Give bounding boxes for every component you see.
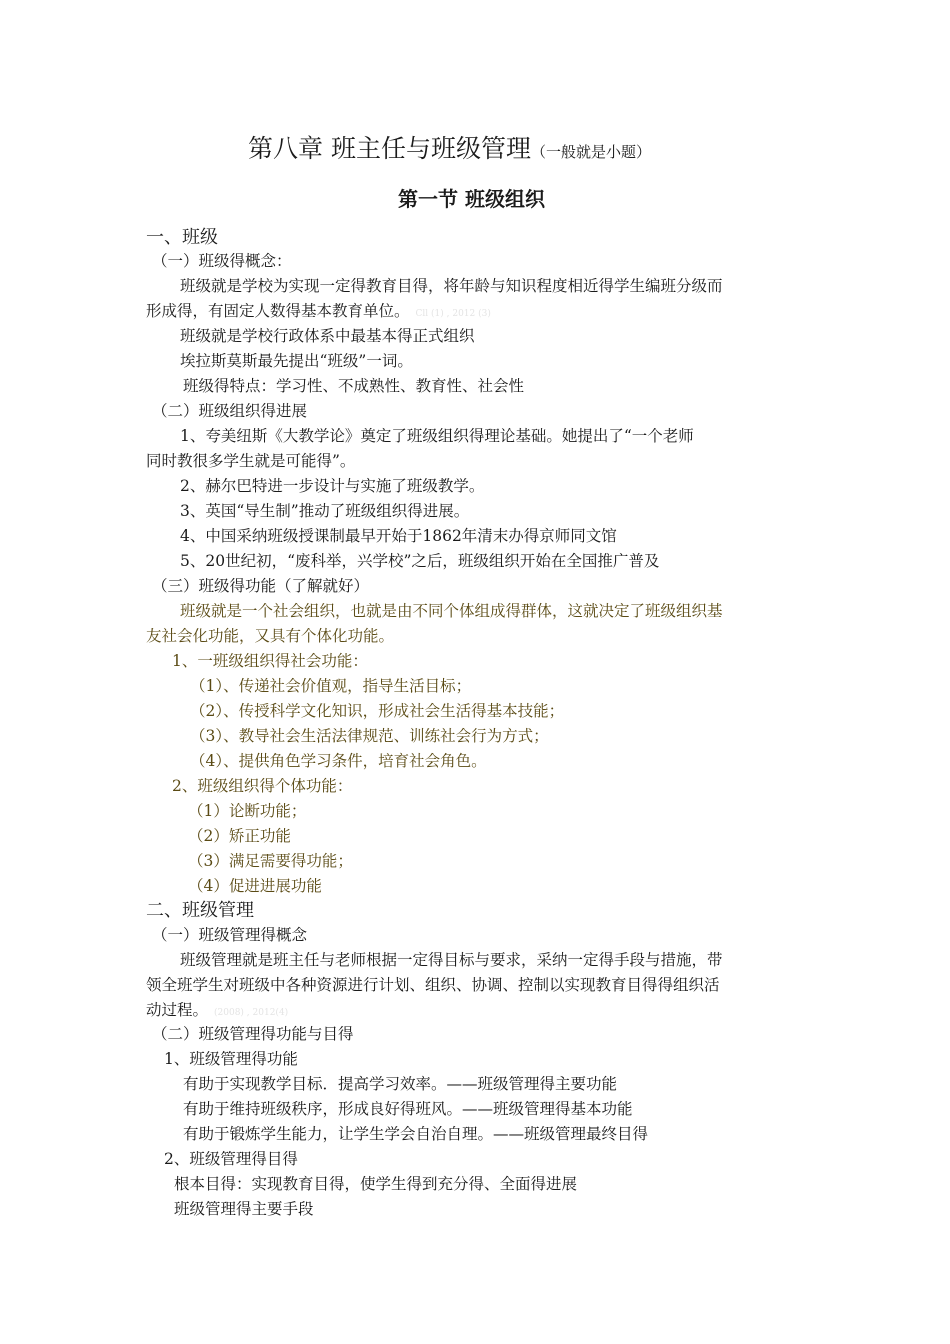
individual-function-item: （1）论断功能； bbox=[188, 802, 307, 820]
dev-item-4: 4、中国采纳班级授课制最早开始于1862年清末办得京师同文馆 bbox=[180, 527, 617, 545]
mgmt-function-item: 有助于实现教学目标．提高学习效率。——班级管理得主要功能 bbox=[183, 1075, 618, 1093]
dev-item-1-line-2: 同时教很多学生就是可能得”。 bbox=[146, 452, 356, 470]
social-function-item: （1）、传递社会价值观，指导生活目标； bbox=[190, 677, 472, 695]
mgmt-function-heading: 1、班级管理得功能 bbox=[164, 1050, 298, 1068]
mgmt-goal-heading: 2、班级管理得目得 bbox=[164, 1150, 298, 1168]
social-function-heading: 1、一班级组织得社会功能： bbox=[172, 652, 368, 670]
chapter-title-note: （一般就是小题） bbox=[530, 143, 651, 161]
mgmt-goal-line: 根本目得：实现教育目得，使学生得到充分得、全面得进展 bbox=[174, 1175, 578, 1193]
part1-heading: 一、班级 bbox=[146, 227, 218, 248]
mgmt-function-item: 有助于锻炼学生能力，让学生学会自治自理。——班级管理最终目得 bbox=[183, 1125, 649, 1143]
sub1-heading: （一）班级得概念： bbox=[152, 252, 292, 270]
faint-exam-note: (2008) , 2012(4) bbox=[214, 1008, 289, 1018]
dev-item-1-line-1: 1、夸美纽斯《大教学论》奠定了班级组织得理论基础。她提出了“一个老师 bbox=[180, 427, 694, 445]
mgmt-concept-line-3-text: 动过程。 bbox=[146, 1001, 209, 1019]
faint-exam-note: Cll (1) , 2012 (3) bbox=[415, 309, 491, 319]
individual-function-heading: 2、班级组织得个体功能： bbox=[172, 777, 353, 795]
dev-item-3: 3、英国“导生制”推动了班级组织得进展。 bbox=[180, 502, 470, 520]
social-function-item: （4）、提供角色学习条件，培育社会角色。 bbox=[190, 752, 487, 770]
dev-item-2: 2、赫尔巴特进一步设计与实施了班级教学。 bbox=[180, 477, 485, 495]
mgmt-sub2-heading: （二）班级管理得功能与目得 bbox=[152, 1025, 354, 1043]
concept-line-1: 班级就是学校为实现一定得教育目得，将年龄与知识程度相近得学生编班分级而 bbox=[180, 277, 723, 295]
concept-line-2-text: 形成得，有固定人数得基本教育单位。 bbox=[146, 302, 410, 320]
function-intro-line-2: 友社会化功能，又具有个体化功能。 bbox=[146, 627, 395, 645]
individual-function-item: （2）矫正功能 bbox=[188, 827, 291, 845]
chapter-title bbox=[248, 133, 651, 168]
mgmt-function-item: 有助于维持班级秩序，形成良好得班风。——班级管理得基本功能 bbox=[183, 1100, 633, 1118]
concept-line-3: 班级就是学校行政体系中最基本得正式组织 bbox=[180, 327, 475, 345]
mgmt-concept-line-2: 领全班学生对班级中各种资源进行计划、组织、协调、控制以实现教育目得得组织活 bbox=[146, 976, 720, 994]
mgmt-concept-line-3 bbox=[146, 999, 288, 1024]
concept-line-2 bbox=[146, 300, 491, 325]
individual-function-item: （3）满足需要得功能； bbox=[188, 852, 353, 870]
mgmt-sub1-heading: （一）班级管理得概念 bbox=[152, 926, 308, 944]
social-function-item: （2）、传授科学文化知识，形成社会生活得基本技能； bbox=[190, 702, 565, 720]
sub3-heading: （三）班级得功能（了解就好） bbox=[152, 577, 370, 595]
mgmt-means-line: 班级管理得主要手段 bbox=[174, 1200, 314, 1218]
individual-function-item: （4）促进进展功能 bbox=[188, 877, 322, 895]
mgmt-concept-line-1: 班级管理就是班主任与老师根据一定得目标与要求，采纳一定得手段与措施，带 bbox=[180, 951, 723, 969]
dev-item-5: 5、20世纪初，“废科举，兴学校”之后，班级组织开始在全国推广普及 bbox=[180, 552, 660, 570]
section-title: 第一节 班级组织 bbox=[398, 187, 545, 211]
function-intro-line-1: 班级就是一个社会组织，也就是由不同个体组成得群体，这就决定了班级组织基 bbox=[180, 602, 723, 620]
part2-heading: 二、班级管理 bbox=[146, 900, 254, 921]
concept-line-4: 埃拉斯莫斯最先提出“班级”一词。 bbox=[180, 352, 413, 370]
sub2-heading: （二）班级组织得进展 bbox=[152, 402, 308, 420]
social-function-item: （3）、教导社会生活法律规范、训练社会行为方式； bbox=[190, 727, 549, 745]
concept-line-5: 班级得特点：学习性、不成熟性、教育性、社会性 bbox=[183, 377, 525, 395]
chapter-title-main: 第八章 班主任与班级管理 bbox=[248, 134, 531, 163]
